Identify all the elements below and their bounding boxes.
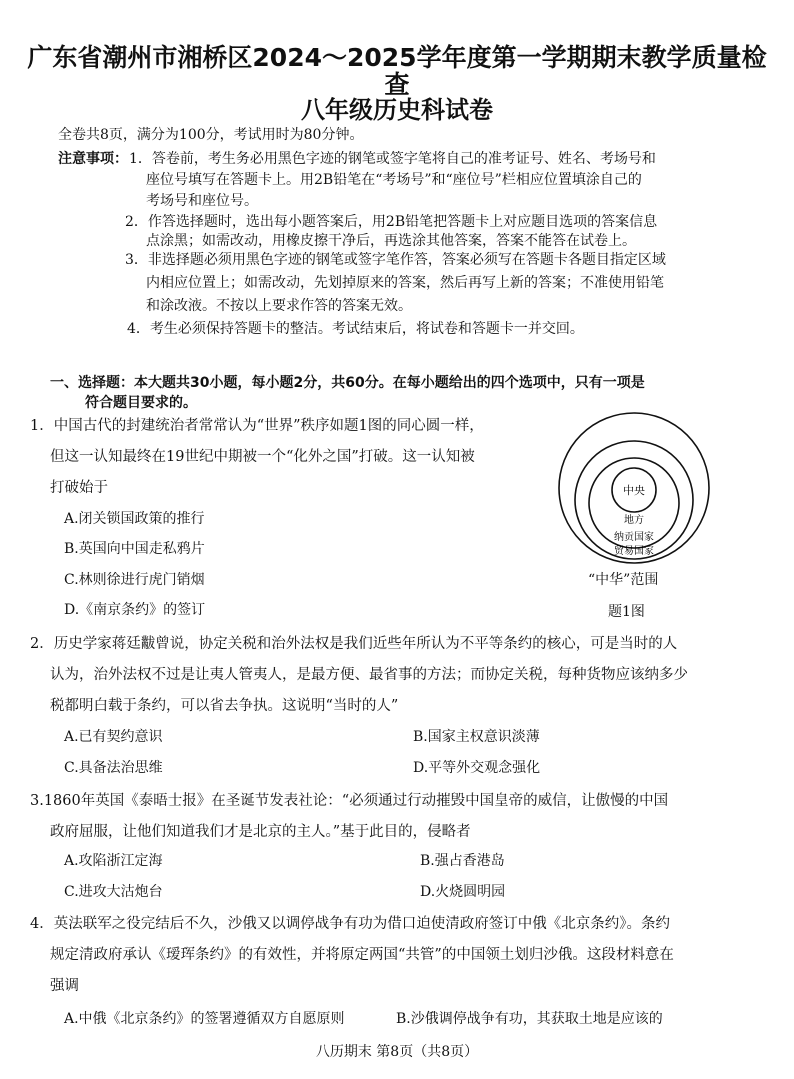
note-2-line2: 点涂黑；如需改动，用橡皮擦干净后，再选涂其他答案，答案不能答在试卷上。 [146,233,636,249]
note-1-line2: 座位号填写在答题卡上。用2B铅笔在“考场号”和“座位号”栏相应位置填涂自己的 [146,172,642,188]
note-2-line1: 2．作答选择题时，选出每小题答案后，用2B铅笔把答题卡上对应题目选项的答案信息 [125,214,658,230]
ring-label-local: 地方 [624,515,644,526]
question-2-option-d: D.平等外交观念强化 [413,760,541,776]
question-1-option-c: C.林则徐进行虎门销烟 [64,572,205,588]
section-heading-line1: 一、选择题：本大题共30小题，每小题2分，共60分。在每小题给出的四个选项中，只有一项是 [50,375,645,391]
note-3-line3: 和涂改液。不按以上要求作答的答案无效。 [146,298,412,314]
question-2-line2: 认为，治外法权不过是让夷人管夷人，是最方便、最省事的方法；而协定关税，每种货物应该纳多少 [50,667,688,683]
section-heading-line2: 符合题目要求的。 [85,395,197,411]
exam-subtitle: 八年级历史科试卷 [301,96,493,124]
question-3-line1: 3.1860年英国《泰晤士报》在圣诞节发表社论：“必须通过行动摧毁中国皇帝的威信，让傲慢的中国 [30,793,669,809]
exam-title-line1-continued: 查 [384,70,410,99]
question-3-option-b: B.强占香港岛 [420,853,505,869]
question-3-line2: 政府屈服，让他们知道我们才是北京的主人。”基于此目的，侵略者 [50,824,471,840]
question-1-line1: 1．中国古代的封建统治者常常认为“世界”秩序如题1图的同心圆一样， [30,418,484,434]
notes-label: 注意事项： [58,151,128,167]
question-4-line3: 强调 [50,978,79,994]
exam-title-line1: 广东省潮州市湘桥区2024～2025学年度第一学期期末教学质量检 [27,43,767,72]
note-3-line1: 3．非选择题必须用黑色字迹的钢笔或签字笔作答，答案必须写在答题卡各题目指定区域 [125,252,666,268]
figure-caption-scope: “中华”范围 [588,572,659,588]
ring-label-tribute: 纳贡国家 [614,532,654,543]
question-2-option-a: A.已有契约意识 [64,729,163,745]
question-2-option-b: B.国家主权意识淡薄 [413,729,540,745]
figure-caption-number: 题1图 [608,604,645,620]
concentric-circle-figure [552,410,730,570]
question-3-option-c: C.进攻大沽炮台 [64,884,163,900]
question-1-line3: 打破始于 [50,480,108,496]
ring-label-trade: 贸易国家 [614,546,654,557]
note-1-line3: 考场号和座位号。 [146,193,258,209]
question-4-option-a: A.中俄《北京条约》的签署遵循双方自愿原则 [64,1011,345,1027]
question-1-option-b: B.英国向中国走私鸦片 [64,541,205,557]
question-3-option-a: A.攻陷浙江定海 [64,853,163,869]
question-2-option-c: C.具备法治思维 [64,760,163,776]
note-1-line1: 1．答卷前，考生务必用黑色字迹的钢笔或签字笔将自己的准考证号、姓名、考场号和 [129,151,656,167]
note-4-line1: 4．考生必须保持答题卡的整洁。考试结束后，将试卷和答题卡一并交回。 [127,321,584,337]
question-2-line3: 税都明白载于条约，可以省去争执。这说明“当时的人” [50,698,399,714]
question-4-option-b: B.沙俄调停战争有功，其获取土地是应该的 [396,1011,663,1027]
question-4-line2: 规定清政府承认《瑷珲条约》的有效性，并将原定两国“共管”的中国领土划归沙俄。这段材料意在 [50,947,674,963]
note-3-line2: 内相应位置上；如需改动，先划掉原来的答案，然后再写上新的答案；不准使用铅笔 [146,275,664,291]
question-4-line1: 4．英法联军之役完结后不久，沙俄又以调停战争有功为借口迫使清政府签订中俄《北京条约》。条约 [30,916,670,932]
question-1-option-d: D.《南京条约》的签订 [64,602,206,618]
question-1-line2: 但这一认知最终在19世纪中期被一个“化外之国”打破。这一认知被 [50,449,475,465]
exam-intro: 全卷共8页，满分为100分，考试用时为80分钟。 [58,127,364,143]
question-1-option-a: A.闭关锁国政策的推行 [64,511,205,527]
question-3-option-d: D.火烧圆明园 [420,884,506,900]
question-2-line1: 2．历史学家蒋廷黻曾说，协定关税和治外法权是我们近些年所认为不平等条约的核心，可是当时的人 [30,636,678,652]
page-footer: 八历期末 第8页（共8页） [315,1044,479,1060]
ring-label-center: 中央 [623,484,645,497]
